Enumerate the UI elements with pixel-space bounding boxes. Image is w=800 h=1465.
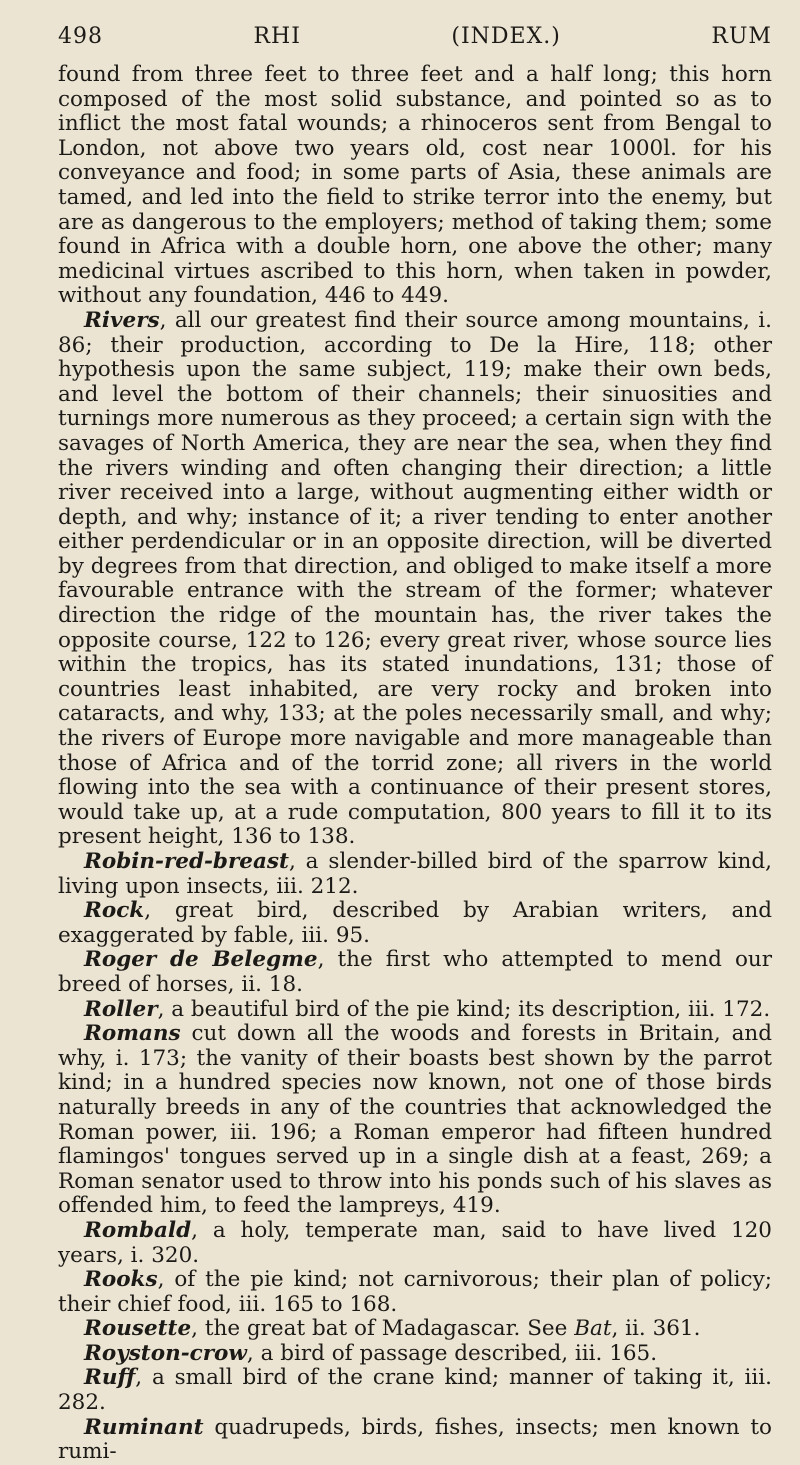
header-center: (INDEX.) [451,24,561,49]
entry-text: quadrupeds, birds, fishes, insects; men known to rumi- [58,1414,772,1465]
entry-text: , a bird of passage described, iii. 165. [246,1340,658,1366]
index-entry [58,1268,772,1317]
index-text-body [58,63,772,1465]
entry-headword: Rombald [84,1217,192,1243]
entry-headword: Romans [84,1021,181,1047]
entry-headword: Rivers [84,307,160,333]
header-right-word: RUM [711,24,772,49]
entry-text: , a beautiful bird of the pie kind; its description, iii. 172. [157,996,771,1022]
index-entry [58,309,772,850]
entry-text: , a holy, temperate man, said to have lived 120 years, i. 320. [58,1217,772,1268]
index-entry [58,948,772,997]
entry-text: , of the pie kind; not carnivorous; their plan of policy; their chief food, iii. 165 to 168. [58,1267,772,1317]
running-header [58,24,772,49]
entry-headword: Roller [84,996,158,1022]
entry-headword: Rousette [84,1316,192,1342]
entry-headword: Rock [84,898,145,924]
header-left-word: RHI [253,24,301,49]
entry-headword: Ruminant [84,1414,204,1440]
page-number: 498 [58,24,103,49]
index-entry [58,998,772,1023]
index-entry [58,1342,772,1367]
entry-text: , the first who attempted to mend our breed of horses, ii. 18. [58,947,773,997]
index-entry-continuation [58,63,772,309]
index-entry [58,1366,772,1415]
cross-reference: Bat [574,1316,612,1342]
index-entry [58,1219,772,1268]
entry-text: found from three feet to three feet and a half long; this horn composed of the most solid substance, and pointed so as to inflict the most fatal wounds; a rhinoceros sent from Bengal to London, not above two years old, cost near 1000l. for his conveyance and food; in some parts of Asia, these animals are tamed, and led into the field to strike terror into the enemy, but are as dangerous to the employers; method of taking them; some found in Africa with a double horn, one above the other; many medicinal virtues ascribed to this horn, when taken in powder, without any foundation, 446 to 449. [58,62,772,309]
entry-text: , a small bird of the crane kind; manner of taking it, iii. 282. [58,1365,772,1416]
entry-headword: Rooks [84,1267,158,1293]
index-entry [58,1416,772,1465]
entry-headword: Roger de Belegme [84,947,318,973]
entry-headword: Robin-red-breast [84,849,289,874]
index-entry [58,850,772,899]
entry-text: , ii. 361. [611,1316,701,1342]
entry-text: , great bird, described by Arabian writers, and exaggerated by fable, iii. 95. [58,898,772,948]
entry-text: , all our greatest find their source among mountains, i. 86; their production, according to De la Hire, 118; other hypothesis upon the same subject, 119; make their own beds, and level the bottom of their channels; their sinuosities and turnings more numerous as they proceed; a certain sign with the savages of North America, they are near the sea, when they find the rivers winding and often changing their direction; a little river received into a large, without augmenting either width or depth, and why; instance of it; a river tending to enter another either perdendicular or in an opposite direction, will be diverted by degrees from that direction, and obliged to make itself a more favourable entrance with the stream of the former; whatever direction the ridge of the mountain has, the river takes the opposite course, 122 to 126; every great river, whose source lies within the tropics, has its stated inundations, 131; those of countries least inhabited, are very rocky and broken into cataracts, and why, 133; at the poles necessarily small, and why; the rivers of Europe more navigable and more manageable than those of Africa and of the torrid zone; all rivers in the world flowing into the sea with a continuance of their present stores, would take up, at a rude computation, 800 years to fill it to its present height, 136 to 138. [58,307,772,850]
entry-headword: Royston-crow [84,1340,247,1366]
index-entry [58,1317,772,1342]
index-entry [58,899,772,948]
entry-text: cut down all the woods and forests in Britain, and why, i. 173; the vanity of their boasts best shown by the parrot kind; in a hundred species now known, not one of those birds naturally breeds in any of the countries that acknowledged the Roman power, iii. 196; a Roman emperor had fifteen hundred flamingos' tongues served up in a single dish at a feast, 269; a Roman senator used to throw into his ponds such of his slaves as offended him, to feed the lampreys, 419. [58,1021,772,1219]
entry-text: , the great bat of Madagascar. See [191,1316,575,1342]
entry-text: , a slender-billed bird of the sparrow kind, living upon insects, iii. 212. [58,849,772,899]
index-entry [58,1022,772,1219]
entry-headword: Ruff [84,1365,136,1391]
